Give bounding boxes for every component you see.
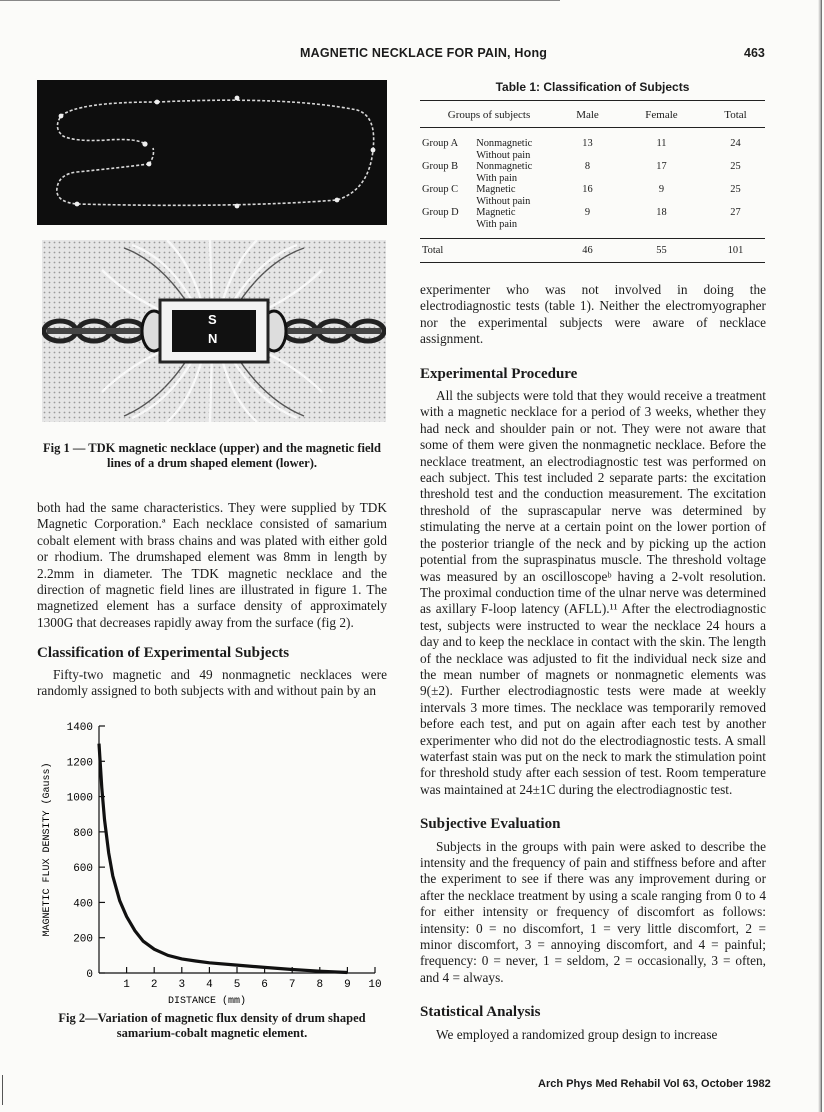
- scan-mark: [2, 1075, 3, 1105]
- female-cell: 9: [658, 184, 665, 195]
- x-tick-label: 10: [368, 979, 382, 991]
- total-cell: 25: [730, 184, 741, 195]
- field-lines-photo: [42, 240, 386, 422]
- x-tick-label: 5: [233, 979, 241, 991]
- desc-line-1: Nonmagnetic: [476, 138, 533, 149]
- table1: [420, 100, 765, 263]
- table-spacer: [420, 230, 765, 239]
- table-row: [420, 207, 765, 230]
- page-number: 463: [744, 46, 765, 60]
- chart-svg: [37, 718, 387, 1008]
- necklace-illustration: [37, 80, 387, 225]
- table-row: [420, 161, 765, 184]
- left-column: [37, 500, 387, 699]
- header-groups: Groups of subjects: [420, 101, 558, 128]
- total-male: 46: [558, 239, 617, 263]
- y-tick-label: 800: [73, 827, 93, 840]
- y-tick-label: 0: [86, 969, 93, 981]
- total-female: 55: [617, 239, 706, 263]
- female-cell: 17: [656, 161, 667, 172]
- right-para-1: experimenter who was not involved in doing the electrodiagnostic tests (table 1). Neither the electromyographer nor the experimental subjects were aware of necklace assignment.: [420, 282, 766, 347]
- desc-cell: [474, 207, 558, 230]
- figure2-caption: Fig 2—Variation of magnetic flux density of drum shaped samarium-cobalt magnetic element.: [58, 1011, 366, 1040]
- magnet-s-label: S: [208, 312, 217, 327]
- table1-title: Table 1: Classification of Subjects: [495, 80, 690, 94]
- desc-line-2: Without pain: [476, 149, 531, 161]
- total-cell: 27: [730, 207, 741, 218]
- x-tick-label: 1: [123, 979, 130, 991]
- total-cell: 24: [730, 138, 741, 149]
- x-tick-label: 7: [288, 979, 296, 991]
- male-cell: 13: [582, 138, 593, 149]
- female-cell: 11: [656, 138, 667, 149]
- figure1-caption: Fig 1 — TDK magnetic necklace (upper) and the magnetic field lines of a drum shaped element (lower).: [43, 441, 381, 470]
- table-row: [420, 128, 765, 162]
- desc-line-1: Magnetic: [476, 184, 516, 195]
- heading-statistical: Statistical Analysis: [420, 1004, 541, 1021]
- y-tick-label: 1400: [66, 722, 93, 734]
- heading-subjective: Subjective Evaluation: [420, 816, 561, 833]
- x-tick-label: 6: [261, 979, 268, 991]
- table-header-row: [420, 101, 765, 128]
- header-male: Male: [558, 101, 617, 128]
- right-column: [420, 282, 766, 1043]
- x-tick-label: 3: [178, 979, 186, 991]
- total-total: 101: [706, 239, 765, 263]
- desc-line-2: Without pain: [476, 195, 531, 207]
- group-cell: Group D: [422, 207, 459, 218]
- flux-density-chart: [37, 718, 387, 1008]
- total-cell: 25: [730, 161, 741, 172]
- group-cell: Group A: [422, 138, 459, 149]
- y-tick-label: 1200: [66, 757, 93, 770]
- female-cell: 18: [656, 207, 667, 218]
- x-tick-label: 4: [206, 979, 213, 991]
- heading-classification: Classification of Experimental Subjects: [37, 645, 290, 662]
- y-tick-label: 200: [73, 933, 93, 946]
- group-cell: Group B: [422, 161, 459, 172]
- group-cell: Group C: [422, 184, 459, 195]
- table-total-row: [420, 239, 765, 263]
- male-cell: 9: [584, 207, 591, 218]
- y-tick-label: 600: [73, 863, 93, 876]
- y-tick-label: 400: [73, 898, 93, 911]
- header-total: Total: [706, 101, 765, 128]
- page-edge-line: [0, 0, 560, 1]
- desc-line-2: With pain: [476, 218, 518, 230]
- heading-procedure: Experimental Procedure: [420, 365, 578, 382]
- male-cell: 16: [582, 184, 593, 195]
- left-para-2: Fifty-two magnetic and 49 nonmagnetic necklaces were randomly assigned to both subjects with and without pain by an: [37, 666, 387, 699]
- header-title: MAGNETIC NECKLACE FOR PAIN, Hong: [300, 46, 548, 60]
- desc-cell: [474, 161, 558, 184]
- left-para-1: both had the same characteristics. They were supplied by TDK Magnetic Corporation.ª Each necklace consisted of samarium cobalt element with brass chains and was plated with either gold or rhodium. The drumshaped element was 8mm in length by 2.2mm in diameter. The TDK magnetic necklace and the direction of magnetic field lines are illustrated in figure 1. The magnetized element has a surface density of approximately 1300G that decreases rapidly away from the surface (fig 2).: [37, 500, 387, 630]
- x-tick-label: 2: [150, 979, 158, 991]
- table-row: [420, 184, 765, 207]
- y-axis-label: MAGNETIC FLUX DENSITY (Gauss): [42, 762, 53, 937]
- necklace-photo: [37, 80, 387, 225]
- total-label: Total: [420, 239, 558, 263]
- desc-line-1: Magnetic: [476, 207, 516, 218]
- header-female: Female: [617, 101, 706, 128]
- right-para-3: Subjects in the groups with pain were asked to describe the intensity and the frequency of pain and stiffness before and after the experiment to see if there was any improvement during or after the necklace treatment by using a scale ranging from 0 to 4 for either intensity or frequency of discomfort as follows: intensity: 0 = no discomfort, 1 = very little discomfort, 2 = minor discomfort, 3 = annoying discomfort, and 4 = painful; frequency: 0 = never, 1 = seldom, 2 = occasionally, 3 = often, and 4 = always.: [420, 838, 766, 985]
- desc-line-1: Nonmagnetic: [476, 161, 533, 172]
- x-tick-label: 8: [316, 979, 324, 991]
- x-tick-label: 9: [344, 979, 351, 991]
- desc-line-2: With pain: [476, 172, 518, 184]
- right-para-2: All the subjects were told that they would receive a treatment with a magnetic necklace for a period of 3 weeks, whether they had neck and shoulder pain or not. They were not aware that some of them were given the nonmagnetic necklace. Before the necklace treatment, an electrodiagnostic test was performed on each subject. This test included 2 separate parts: the excitation threshold test and the conduction measurement. The excitation threshold of the suprascapular nerve was determined by stimulating the nerve at a certain point on the lower portion of the posterior triangle of the neck and by picking up the action potential from the supraspinatus muscle. The threshold voltage was measured by an oscilloscopeᵇ having a 2-volt resolution. The proximal conduction time of the ulnar nerve was determined as axillary F-loop latency (AFLL).¹¹ After the electrodiagnostic test, subjects were instructed to wear the necklace 24 hours a day and to keep the necklace in contact with the skin. The length of the necklace was adjusted to fit the individual neck size and the mean number of magnets or nonmagnetic elements was 9(±2). Further electrodiagnostic tests were made at weekly intervals 3 more times. The necklace was temporarily removed before each test, and put on again after each test by another experimenter who did not do the electrodiagnostic tests. A small waterfast stain was put on the neck to mark the stimulation point for threshold study after each session of test. Room temperature was maintained at 24±1C during the electrodiagnostic test.: [420, 388, 766, 797]
- running-header: [0, 46, 824, 62]
- desc-cell: [474, 184, 558, 207]
- magnet-n-label: N: [208, 331, 218, 346]
- footer-citation: Arch Phys Med Rehabil Vol 63, October 1982: [538, 1078, 771, 1090]
- right-para-4: We employed a randomized group design to increase: [436, 1026, 718, 1042]
- male-cell: 8: [584, 161, 591, 172]
- x-axis-label: DISTANCE (mm): [167, 996, 247, 1007]
- desc-cell: [474, 128, 558, 162]
- y-tick-label: 1000: [66, 792, 93, 805]
- scan-edge: [818, 0, 822, 1112]
- series-line: [99, 744, 347, 973]
